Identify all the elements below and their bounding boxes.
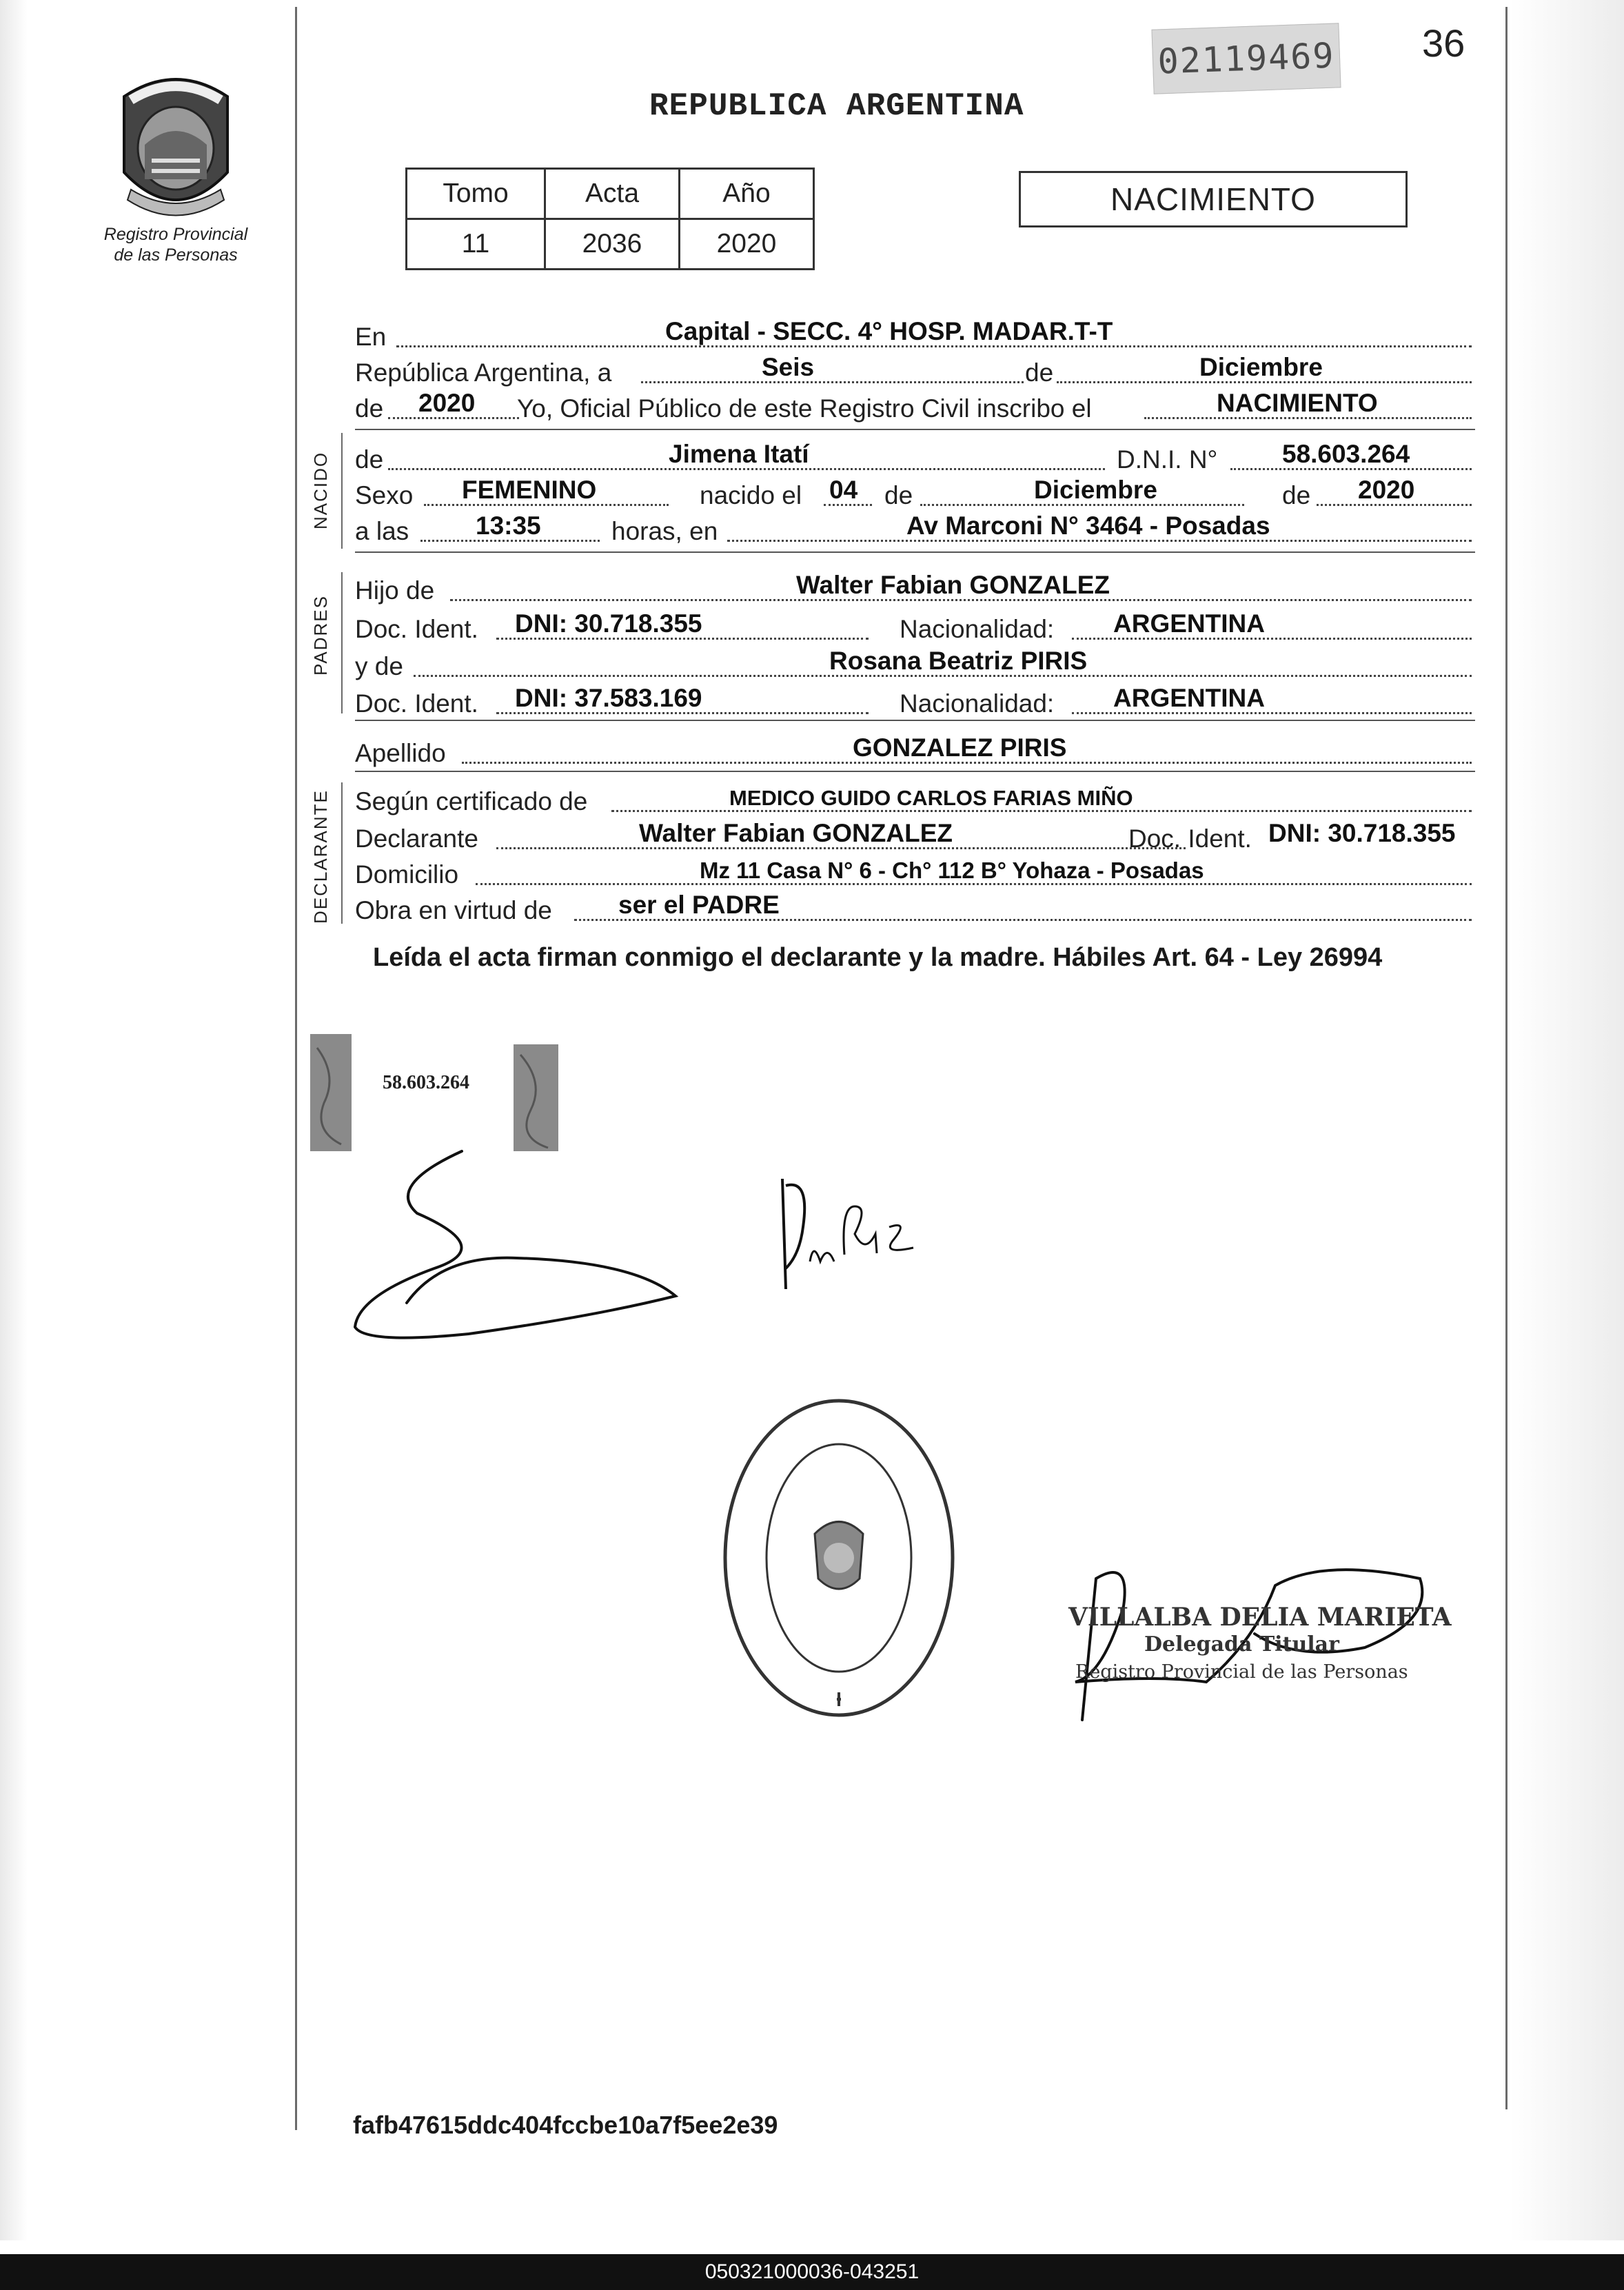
serial-number: 02119469 (1157, 35, 1336, 82)
page-number: 36 (1422, 21, 1465, 65)
row-father-name (355, 572, 1472, 607)
delegate-institution: Registro Provincial de las Personas (1075, 1661, 1408, 1683)
section-bracket (341, 572, 343, 713)
table-value-ano: 2020 (680, 219, 814, 270)
mother-nationality: ARGENTINA (1113, 684, 1265, 712)
certificate-issuer: MEDICO GUIDO CARLOS FARIAS MIÑO (729, 786, 1133, 810)
scan-shadow-left (0, 0, 28, 2240)
newborn-sex: FEMENINO (462, 476, 597, 504)
hijo-de-label: Hijo de (355, 576, 435, 605)
document-hash: fafb47615ddc404fccbe10a7f5ee2e39 (353, 2111, 778, 2139)
section-label-nacido: NACIDO (310, 451, 331, 529)
closing-statement: Leída el acta firman conmigo el declarante y la madre. Hábiles Art. 64 - Ley 26994 (373, 943, 1383, 972)
birth-day: 04 (829, 476, 858, 504)
y-de-label: y de (355, 652, 403, 680)
table-header-ano: Año (680, 169, 814, 219)
table-value-acta: 2036 (545, 219, 680, 270)
apellido-label: Apellido (355, 739, 446, 767)
domicilio-label: Domicilio (355, 860, 459, 889)
declarant-doc: DNI: 30.718.355 (1268, 819, 1456, 847)
yo-text: Yo, Oficial Público de este Registro Civil inscribo el (517, 394, 1092, 423)
certificado-label: Según certificado de (355, 787, 588, 815)
sexo-label: Sexo (355, 481, 414, 509)
dotted-line (641, 381, 1024, 383)
newborn-name: Jimena Itatí (669, 440, 809, 468)
row-nacido-time (355, 513, 1472, 547)
registry-caption (76, 224, 276, 265)
row-place (355, 318, 1472, 353)
horas-en-label: horas, en (611, 517, 718, 545)
nacionalidad-label: Nacionalidad: (900, 615, 1055, 643)
nacido-el-label: nacido el (700, 481, 802, 509)
birth-time: 13:35 (476, 511, 541, 540)
row-declarante (355, 820, 1472, 855)
row-mother-doc (355, 685, 1472, 720)
country-title: REPUBLICA ARGENTINA (649, 88, 1024, 124)
en-label: En (355, 323, 387, 351)
republica-label: República Argentina, a (355, 358, 612, 387)
table-value-tomo: 11 (407, 219, 545, 270)
record-table-value-row (407, 219, 814, 270)
scan-shadow-right (1510, 0, 1624, 2240)
table-header-acta: Acta (545, 169, 680, 219)
delegate-title: Delegada Titular (1144, 1632, 1339, 1656)
surname: GONZALEZ PIRIS (853, 733, 1067, 762)
footprint-sticker-number: 58.603.264 (383, 1072, 469, 1093)
row-certificate (355, 783, 1472, 818)
mother-doc: DNI: 37.583.169 (515, 684, 702, 712)
section-bracket (341, 433, 343, 549)
record-table (405, 168, 815, 270)
row-mother-name (355, 648, 1472, 682)
registry-caption-line1: Registro Provincial (103, 225, 248, 244)
father-name: Walter Fabian GONZALEZ (796, 571, 1110, 599)
row-father-doc (355, 611, 1472, 645)
document-code: 050321000036-043251 (704, 2260, 920, 2283)
serial-number-label (1151, 23, 1341, 94)
registration-place: Capital - SECC. 4° HOSP. MADAR.T-T (665, 317, 1113, 345)
registration-year: 2020 (418, 389, 476, 417)
delegate-name: VILLALBA DELIA MARIETA (1068, 1603, 1452, 1632)
divider-line (355, 720, 1475, 721)
divider-line (355, 429, 1475, 430)
section-label-padres: PADRES (310, 595, 331, 676)
right-margin-rule (1505, 7, 1508, 2109)
province-logo (103, 69, 248, 227)
de-label: de (1282, 481, 1311, 509)
father-nationality: ARGENTINA (1113, 609, 1265, 638)
declarant-name: Walter Fabian GONZALEZ (639, 819, 953, 847)
de-label: de (355, 394, 384, 423)
registered-event: NACIMIENTO (1217, 389, 1378, 417)
left-margin-rule (295, 7, 297, 2130)
record-table-header-row (407, 169, 814, 219)
de-label: de (1025, 358, 1054, 387)
a-las-label: a las (355, 517, 409, 545)
row-nacido-sex (355, 477, 1472, 511)
document-code-bar (0, 2254, 1624, 2290)
row-date (355, 354, 1472, 389)
section-label-declarante: DECLARANTE (310, 789, 331, 924)
newborn-dni: 58.603.264 (1282, 440, 1410, 468)
row-year (355, 390, 1472, 425)
doc-ident-label: Doc. Ident. (1128, 824, 1252, 853)
registration-day: Seis (762, 353, 815, 381)
official-stamp (718, 1392, 960, 1723)
table-header-tomo: Tomo (407, 169, 545, 219)
dni-label: D.N.I. N° (1117, 445, 1218, 474)
de-label: de (884, 481, 913, 509)
birth-year: 2020 (1358, 476, 1415, 504)
mother-signature (772, 1165, 931, 1303)
declarante-label: Declarante (355, 824, 478, 853)
divider-line (355, 771, 1475, 772)
doc-ident-label: Doc. Ident. (355, 615, 478, 643)
divider-line (355, 551, 1475, 553)
row-domicilio (355, 856, 1472, 891)
birth-place: Av Marconi N° 3464 - Posadas (906, 511, 1270, 540)
declarant-signature (345, 1144, 703, 1351)
declarant-role: ser el PADRE (618, 891, 780, 919)
mother-name: Rosana Beatriz PIRIS (829, 647, 1088, 675)
de-label: de (355, 445, 384, 474)
registration-month: Diciembre (1199, 353, 1323, 381)
row-obra (355, 892, 1472, 926)
registry-caption-line2: de las Personas (114, 245, 238, 265)
section-bracket (341, 782, 343, 924)
row-apellido (355, 735, 1472, 769)
act-type-box: NACIMIENTO (1019, 171, 1408, 227)
obra-label: Obra en virtud de (355, 896, 552, 924)
father-doc: DNI: 30.718.355 (515, 609, 702, 638)
birth-month: Diciembre (1034, 476, 1157, 504)
declarant-address: Mz 11 Casa N° 6 - Ch° 112 B° Yohaza - Posadas (700, 858, 1204, 883)
row-nacido-name (355, 441, 1472, 476)
nacionalidad-label: Nacionalidad: (900, 689, 1055, 718)
doc-ident-label: Doc. Ident. (355, 689, 478, 718)
